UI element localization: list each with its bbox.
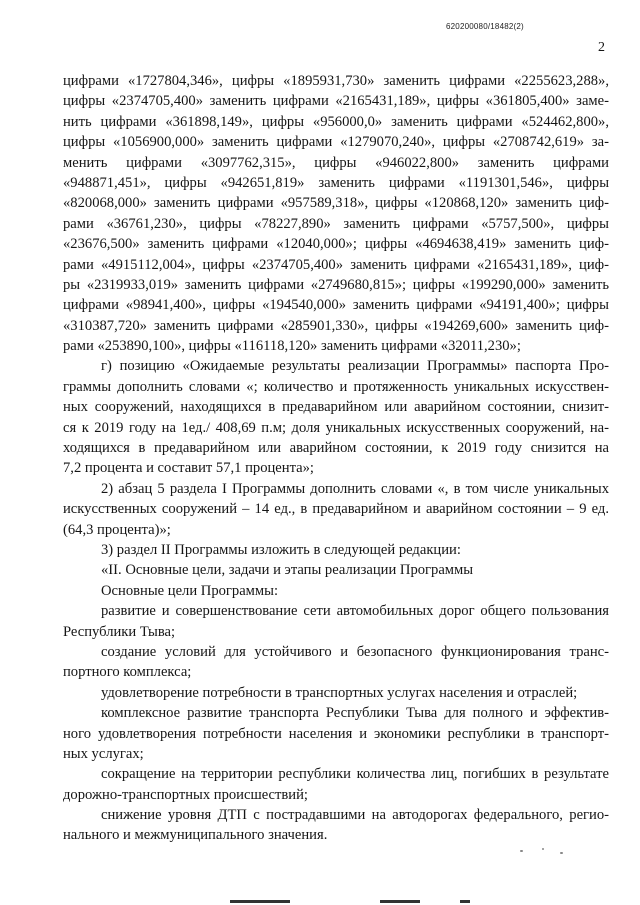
scan-artifact-bottom [230,898,490,905]
text-line: дорожно-транспортных происшествий; [63,786,308,803]
text-line: сокращение на территории республики количества лиц, погибших в результате [101,766,609,783]
text-line: рами «253890,100», цифры «116118,120» заменить цифрами «32011,230»; [63,338,521,355]
text-line: «310387,720» заменить цифрами «285901,330», цифры «194269,600» заменить циф- [63,317,609,334]
document-code: 620200080/18482(2) [446,22,524,31]
text-line: 3) раздел II Программы изложить в следующей редакции: [101,541,461,558]
text-line: ных сооружений, находящихся в предаварийном или аварийном состоянии, снизит- [63,399,609,416]
text-line: ры «2319933,019» заменить цифрами «2749680,815»; цифры «199290,000» заменить [63,276,609,293]
text-line: искусственных сооружений – 14 ед., в предаварийном и аварийном состоянии – 9 ед. [63,501,609,518]
text-line: портного комплекса; [63,664,192,681]
text-line: ходящихся в предаварийном или аварийном состоянии, к 2019 году снизится на [63,440,609,457]
text-line: «948871,451», цифры «942651,819» заменить цифрами «1191301,546», цифры [63,174,609,191]
text-line: удовлетворение потребности в транспортных услугах населения и отраслей; [101,684,578,701]
text-line: рами «4915112,004», цифры «2374705,400» заменить цифрами «2165431,189», циф- [63,256,609,273]
text-line: Основные цели Программы: [101,582,279,599]
text-line: нить цифрами «361898,149», цифры «956000,0» заменить цифрами «524462,800», [63,113,609,130]
text-line: снижение уровня ДТП с пострадавшими на автодорогах федерального, регио- [101,807,609,824]
text-line: «II. Основные цели, задачи и этапы реализации Программы [101,562,474,579]
text-line: цифрами «98941,400», цифры «194540,000» заменить цифрами «94191,400»; цифры [63,297,609,314]
text-line: цифры «2374705,400» заменить цифрами «2165431,189», цифры «361805,400» заме- [63,93,609,110]
text-line: «23676,500» заменить цифрами «12040,000»; цифры «4694638,419» заменить циф- [63,236,609,253]
text-line: ного удовлетворения потребности населения и экономики республики в транспорт- [63,725,609,742]
text-line: цифры «1056900,000» заменить цифрами «1279070,240», цифры «2708742,619» за- [63,134,609,151]
text-line: ных услугах; [63,745,144,762]
text-line: цифрами «1727804,346», цифры «1895931,730» заменить цифрами «2255623,288», [63,73,609,89]
text-line: 2) абзац 5 раздела I Программы дополнить словами «, в том числе уникальных [101,480,609,497]
text-line: развитие и совершенствование сети автомобильных дорог общего пользования [101,603,609,620]
page-number: 2 [598,40,605,55]
text-line: «820068,000» заменить цифрами «957589,318», цифры «120868,120» заменить циф- [63,195,609,212]
text-line: Республики Тыва; [63,623,176,640]
text-line: рами «36761,230», цифры «78227,890» заменить цифрами «5757,500», цифры [63,215,609,232]
text-line: менить цифрами «3097762,315», цифры «946022,800» заменить цифрами [63,154,609,171]
text-line: ся к 2019 году на 1ед./ 408,69 п.м; доля уникальных искусственных сооружений, на- [63,419,609,436]
document-body [63,71,609,846]
text-line: 7,2 процента и составит 57,1 процента»; [63,460,314,477]
text-line: г) позицию «Ожидаемые результаты реализации Программы» паспорта Про- [101,358,609,375]
text-line: нального и межмуниципального значения. [63,827,328,844]
text-line: создание условий для устойчивого и безопасного функционирования транс- [101,643,609,660]
text-line: комплексное развитие транспорта Республики Тыва для полного и эффектив- [101,705,609,722]
text-line: граммы дополнить словами «; количество и протяженность уникальных искусствен- [63,378,609,395]
text-line: (64,3 процента)»; [63,521,171,538]
